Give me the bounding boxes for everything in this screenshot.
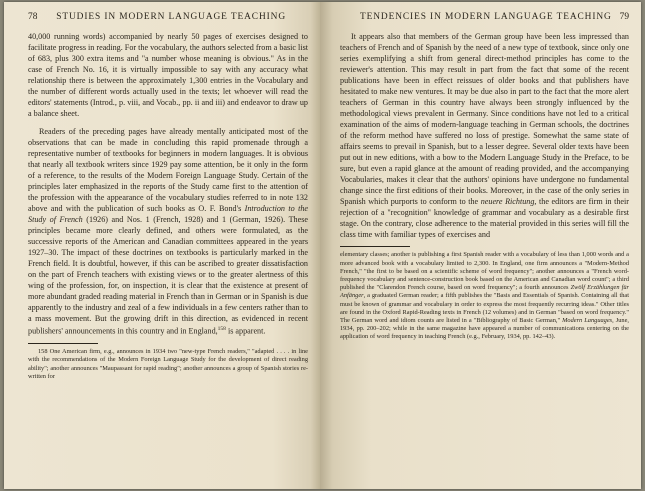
left-footnote-rule: [28, 343, 98, 344]
right-footnote-continuation: elementary classes; another is publishing a first Spanish reader with a vocabulary of less than 1,000 words and a more advanced book with a vocabulary limited to 2,300. In England, one firm announces a "Modern-Method French," "the first to be based on a scientific scheme of word frequency"; another announces a "French word-frequency vocabulary and sentence-construction book based on the American and Canadian word count"; a third published the "Clarendon French course, based on word frequency"; a fourth announces Zwölf Erzählungen für Anfänger, a graduated German reader; a fifth publishes the "Basis and Essentials of Spanish. Containing all that must be known of grammar and vocabulary in order to express the most frequently recurring ideas." Other titles are found in the Oxford Rapid-Reading texts in French (12 volumes) and in German "based on word frequency." The German word and idiom counts are listed in a "Bibliography of Basic German," Modern Languages, June, 1934, pp. 200–202; while in the same magazine have appeared a number of communications centering on the application of word frequency in teaching French (e.g., February, 1934, pp. 142–43).: [340, 251, 630, 341]
left-body-text: [28, 31, 308, 337]
right-body-text: [340, 31, 629, 240]
left-paragraph-1: 40,000 running words) accompanied by nearly 50 pages of exercises designed to facilitate progress in reading. For the vocabulary, the authors selected from a basic list of 683, plus 300 extra items and "a number whose meaning is obvious." As in the case of French No. 16, it is virtually impossible to say with any accuracy what relationship there is between the approximately 1,300 entries in the Vocabulary and the number of different words actually used in the texts; let whoever will read the editors' statements (Introd., p. viii, and Vocab., pp. ii and iii) and endeavor to draw up a balance sheet.: [28, 32, 308, 119]
left-page-number: 78: [28, 12, 38, 22]
right-footnote-rule: [340, 246, 410, 247]
neuere-richtung: neuere Richtung: [480, 197, 535, 207]
right-running-header: [340, 12, 629, 22]
footnote-ref: 158: [217, 326, 226, 333]
right-page: [320, 2, 641, 489]
right-running-head: TENDENCIES IN MODERN LANGUAGE TEACHING: [360, 12, 612, 22]
right-footnotes: [340, 251, 629, 341]
left-page: [4, 2, 320, 489]
right-paragraph-1: It appears also that members of the German group have been less impressed than teachers of French and of Spanish by the need of a new type of textbook, since only one series exemplifying a shift from general direct-method principles has come to the reviewer's attention. This may result in part from the fact that some of the recent publications have been in effect reissues of older books and that publishers have hesitated to make new ventures. It may be due also in part to the fact that the more alert teachers of German in this country have always been strongly influenced by the methodological views prevalent in Germany. Since conditions have not led to a critical examination of the aims of modern-language teaching in German schools, the doctrines of the reform method have suffered no loss of prestige. Somewhat the same state of affairs seems to prevail in Spanish, but to a lesser degree. Several older texts have been put out in new editions, with a bow to the Modern Language Study in the Preface, to be sure, but even a rapid glance at the amount of reading provided, and the accompanying Vocabularies, makes it clear that the authors' opinions have undergone no fundamental change since the first editions of their books. Moreover, in the case of the only series in Spanish which purports to conform to the neuere Richtung, the editors are firm in their rejection of a "recognition" knowledge of grammar and vocabulary as a desirable first stage. On the contrary, close adherence to the material provided in this series will fill the class time with familiar types of exercises and: [340, 32, 629, 240]
left-footnotes: [28, 348, 308, 381]
right-page-number: 79: [619, 12, 629, 22]
book-spread: [4, 2, 641, 489]
left-running-header: [28, 12, 308, 22]
book-title: Introduction to the Study of French: [28, 204, 308, 225]
left-footnote-158: 158 One American firm, e.g., announces in 1934 two "new-type French readers," "adapted . . . . in line with the recommendations of the Modern Foreign Language Study for the development of direct reading ability"; another announces "Maupassant for rapid reading"; another announces a group of Spanish stories re-written for: [28, 348, 308, 380]
left-running-head: STUDIES IN MODERN LANGUAGE TEACHING: [56, 12, 286, 22]
left-paragraph-2: Readers of the preceding pages have already mentally anticipated most of the observations that can be made in concluding this rapid promenade through a representative number of textbooks for beginners in modern languages. It is obvious that nearly all textbook writers since 1929 pay some attention, be it only in the form of a reference, to the results of the Modern Foreign Language Study. Certain of the principles later emphasized in the reports of the Study came first to the attention of the profession with the appearance of the vocabulary studies referred to in note 132 above and with the publication of such books as O. F. Bond's Introduction to the Study of French (1926) and Nos. 1 (French, 1928) and 1 (German, 1926). These principles became more clearly defined, and others were formulated, as the successive reports of the American and Canadian committees appeared in the years 1927–30. The impact of these doctrines on textbooks is particularly marked in the French field. It is doubtful, however, if this can be ascribed to greater dissatisfaction on the part of French teachers with existing views or to the greater alertness of this wing of the profession, for, on inspection, it is clear that the existence at present of more abundant graded reading material in French than in German or in Spanish is due apparently to the industry and zeal of a few individuals in a few centers rather than to a mass movement. But the growing drift in this direction, as evidenced in recent publishers' announcements in this country and in England,$^{158}$ is apparent.: [28, 127, 308, 337]
